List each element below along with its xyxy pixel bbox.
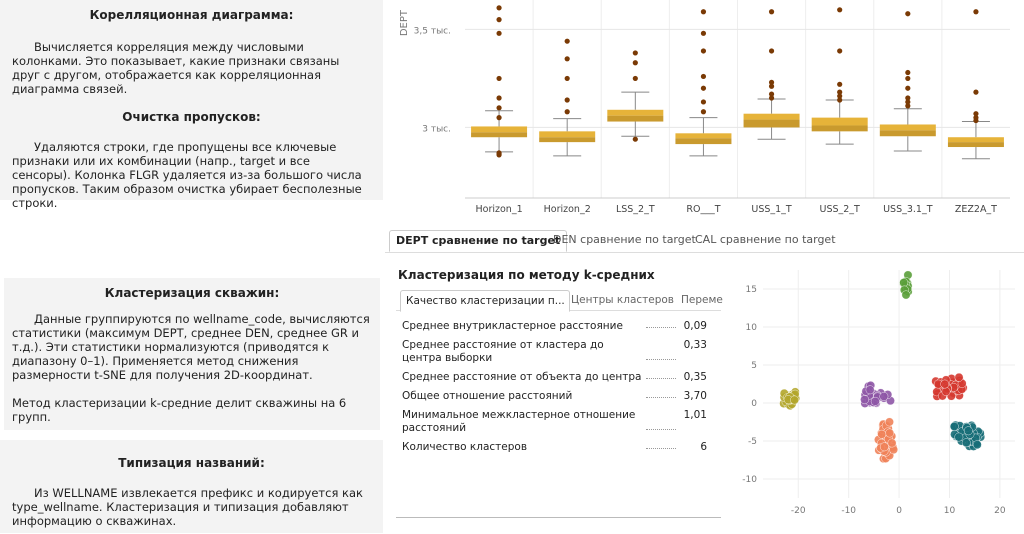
tab-dept-target[interactable]: DEPT сравнение по target: [389, 230, 567, 252]
outlier-point: [496, 95, 501, 100]
clustering-text: Данные группируются по wellname_code, вычисляются статистики (максимум DEPT, среднее DEN, среднее GR и т.д.). Эти статистики нормализуются (приводятся к диапазону 0–1). Применяется метод снижения размерности t-SNE для получения 2D-координат.: [12, 312, 370, 382]
metric-label: Среднее расстояние от кластера до центра выборки: [402, 339, 604, 364]
target-comparison-tabs: [385, 228, 1024, 253]
text-panel-clustering: [4, 278, 380, 430]
outlier-point: [701, 31, 706, 36]
box-upper: [812, 118, 868, 126]
box-lower: [471, 132, 527, 137]
box-upper: [675, 133, 731, 138]
scatter-point: [888, 439, 896, 447]
box-lower: [744, 120, 800, 128]
outlier-point: [769, 48, 774, 53]
outlier-point: [837, 7, 842, 12]
outlier-point: [769, 80, 774, 85]
cluster-metrics: [396, 317, 721, 457]
cluster-scatter-panel: [735, 270, 1020, 530]
metric-row: [396, 336, 721, 368]
scatter-point: [790, 396, 798, 404]
outlier-point: [701, 109, 706, 114]
outlier-point: [565, 39, 570, 44]
outlier-point: [565, 97, 570, 102]
cleanup-text: Удаляются строки, где пропущены все ключевые признаки или их комбинации (напр., target и все сенсоры). Колонка FLGR удаляется из-за большого числа пропусков. Таким образом очистка убирает бесполезные строки.: [12, 140, 362, 210]
kmeans-panel-divider: [396, 517, 721, 518]
x-tick-label: Horizon_1: [475, 204, 523, 215]
outlier-point: [905, 76, 910, 81]
box-lower: [607, 116, 663, 122]
outlier-point: [565, 76, 570, 81]
outlier-point: [701, 74, 706, 79]
y-tick-label: 3,5 тыс.: [413, 26, 451, 37]
kmeans-panel: [396, 268, 721, 520]
box-upper: [607, 110, 663, 116]
metric-leader-dots: [646, 327, 676, 328]
box-upper: [471, 126, 527, 132]
outlier-point: [837, 90, 842, 95]
metric-value: 0,09: [683, 320, 707, 332]
scatter-point: [900, 278, 908, 286]
metric-value: 0,35: [683, 371, 707, 383]
box-lower: [539, 137, 595, 142]
typing-heading: Типизация названий:: [118, 456, 265, 470]
tab-cluster-quality[interactable]: Качество кластеризации п...: [400, 290, 570, 312]
metric-value: 3,70: [683, 390, 707, 402]
text-panel-typing: [0, 440, 383, 533]
scatter-point: [973, 440, 981, 448]
outlier-point: [496, 150, 501, 155]
outlier-point: [973, 9, 978, 14]
outlier-point: [905, 70, 910, 75]
metric-value: 1,01: [683, 409, 707, 421]
metric-row: [396, 438, 721, 457]
outlier-point: [973, 111, 978, 116]
y-tick-label: 5: [751, 361, 757, 371]
box-lower: [812, 125, 868, 131]
typing-text: Из WELLNAME извлекается префикс и кодируется как type_wellname. Кластеризация и типизация добавляют информацию о скважинах.: [12, 486, 363, 528]
clustering-text-2: Метод кластеризации k-средние делит скважины на 6 групп.: [12, 396, 347, 424]
x-tick-label: 20: [994, 506, 1006, 516]
scatter-point: [955, 433, 963, 441]
x-tick-label: Horizon_2: [543, 204, 591, 215]
outlier-point: [837, 82, 842, 87]
dept-boxplot-panel: [385, 0, 1024, 252]
box-upper: [539, 131, 595, 137]
metric-label: Общее отношение расстояний: [402, 390, 573, 402]
metric-value: 6: [700, 441, 707, 453]
text-panel-correlation: [0, 0, 383, 210]
outlier-point: [701, 99, 706, 104]
scatter-point: [885, 418, 893, 426]
metric-row: [396, 317, 721, 336]
x-tick-label: RO___T: [686, 204, 721, 215]
outlier-point: [973, 90, 978, 95]
outlier-point: [905, 11, 910, 16]
outlier-point: [496, 17, 501, 22]
metric-value: 0,33: [683, 339, 707, 351]
scatter-point: [878, 430, 886, 438]
scatter-point: [860, 395, 868, 403]
dept-boxplot: [385, 0, 1024, 228]
outlier-point: [769, 91, 774, 96]
x-tick-label: -10: [841, 506, 857, 516]
x-tick-label: -20: [790, 506, 806, 516]
metric-row: [396, 368, 721, 387]
box-lower: [948, 142, 1004, 147]
outlier-point: [633, 60, 638, 65]
outlier-point: [701, 48, 706, 53]
metric-row: [396, 387, 721, 406]
cleanup-heading: Очистка пропусков:: [122, 110, 261, 124]
box-lower: [675, 138, 731, 144]
x-tick-label: USS_3.1_T: [883, 204, 933, 215]
scatter-point: [885, 429, 893, 437]
scatter-point: [964, 427, 972, 435]
correlation-heading: Корелляционная диаграмма:: [89, 8, 294, 22]
outlier-point: [496, 105, 501, 110]
box-lower: [880, 130, 936, 136]
outlier-point: [565, 56, 570, 61]
outlier-point: [837, 48, 842, 53]
y-tick-label: 10: [745, 323, 757, 333]
outlier-point: [905, 95, 910, 100]
metric-label: Минимальное межкластерное отношение расстояний: [402, 409, 636, 434]
outlier-point: [701, 86, 706, 91]
y-tick-label: -5: [748, 437, 757, 447]
scatter-point: [941, 380, 949, 388]
metric-label: Среднее внутрикластерное расстояние: [402, 320, 623, 332]
x-tick-label: USS_1_T: [751, 204, 792, 215]
kmeans-tabs: [396, 288, 721, 311]
tab-variables[interactable]: Переме: [681, 294, 723, 306]
outlier-point: [701, 9, 706, 14]
y-tick-label: 0: [751, 399, 757, 409]
scatter-point: [902, 291, 910, 299]
scatter-point: [866, 386, 874, 394]
y-tick-label: -10: [742, 475, 757, 485]
scatter-point: [880, 392, 888, 400]
scatter-point: [942, 387, 950, 395]
metric-label: Количество кластеров: [402, 441, 528, 453]
scatter-point: [871, 397, 879, 405]
y-axis-label: DEPT: [399, 10, 410, 37]
outlier-point: [633, 50, 638, 55]
x-tick-label: ZEZ2A_T: [954, 204, 997, 215]
metric-leader-dots: [646, 448, 676, 449]
outlier-point: [769, 9, 774, 14]
correlation-text: Вычисляется корреляция между числовыми колонками. Это показывает, какие признаки связаны друг с другом, отображается как корреляционная диаграмма связей.: [12, 40, 340, 96]
tab-cluster-centers[interactable]: Центры кластеров: [571, 294, 675, 306]
box-upper: [948, 137, 1004, 142]
box-upper: [744, 114, 800, 120]
y-tick-label: 3 тыс.: [422, 124, 451, 135]
scatter-point: [955, 373, 963, 381]
outlier-point: [905, 86, 910, 91]
outlier-point: [633, 76, 638, 81]
scatter-point: [950, 422, 958, 430]
kmeans-title: Кластеризация по методу k-средних: [398, 268, 655, 282]
metric-row: [396, 406, 721, 438]
scatter-point: [962, 439, 970, 447]
metric-leader-dots: [646, 397, 676, 398]
metric-leader-dots: [646, 429, 676, 430]
x-tick-label: 10: [943, 506, 956, 516]
outlier-point: [496, 76, 501, 81]
metric-label: Среднее расстояние от объекта до центра: [402, 371, 642, 383]
outlier-point: [496, 31, 501, 36]
outlier-point: [496, 5, 501, 10]
scatter-point: [880, 443, 888, 451]
metric-leader-dots: [646, 378, 676, 379]
y-tick-label: 15: [745, 285, 757, 295]
cluster-scatter: [735, 270, 1020, 530]
tab-den-target[interactable]: DEN сравнение по target: [553, 233, 696, 246]
outlier-point: [565, 109, 570, 114]
box-upper: [880, 124, 936, 130]
tab-cal-target[interactable]: CAL сравнение по target: [695, 233, 836, 246]
x-tick-label: USS_2_T: [819, 204, 860, 215]
outlier-point: [496, 115, 501, 120]
outlier-point: [633, 137, 638, 142]
clustering-heading: Кластеризация скважин:: [104, 286, 280, 300]
x-tick-label: 0: [896, 506, 902, 516]
metric-leader-dots: [646, 359, 676, 360]
x-tick-label: LSS_2_T: [615, 204, 655, 215]
